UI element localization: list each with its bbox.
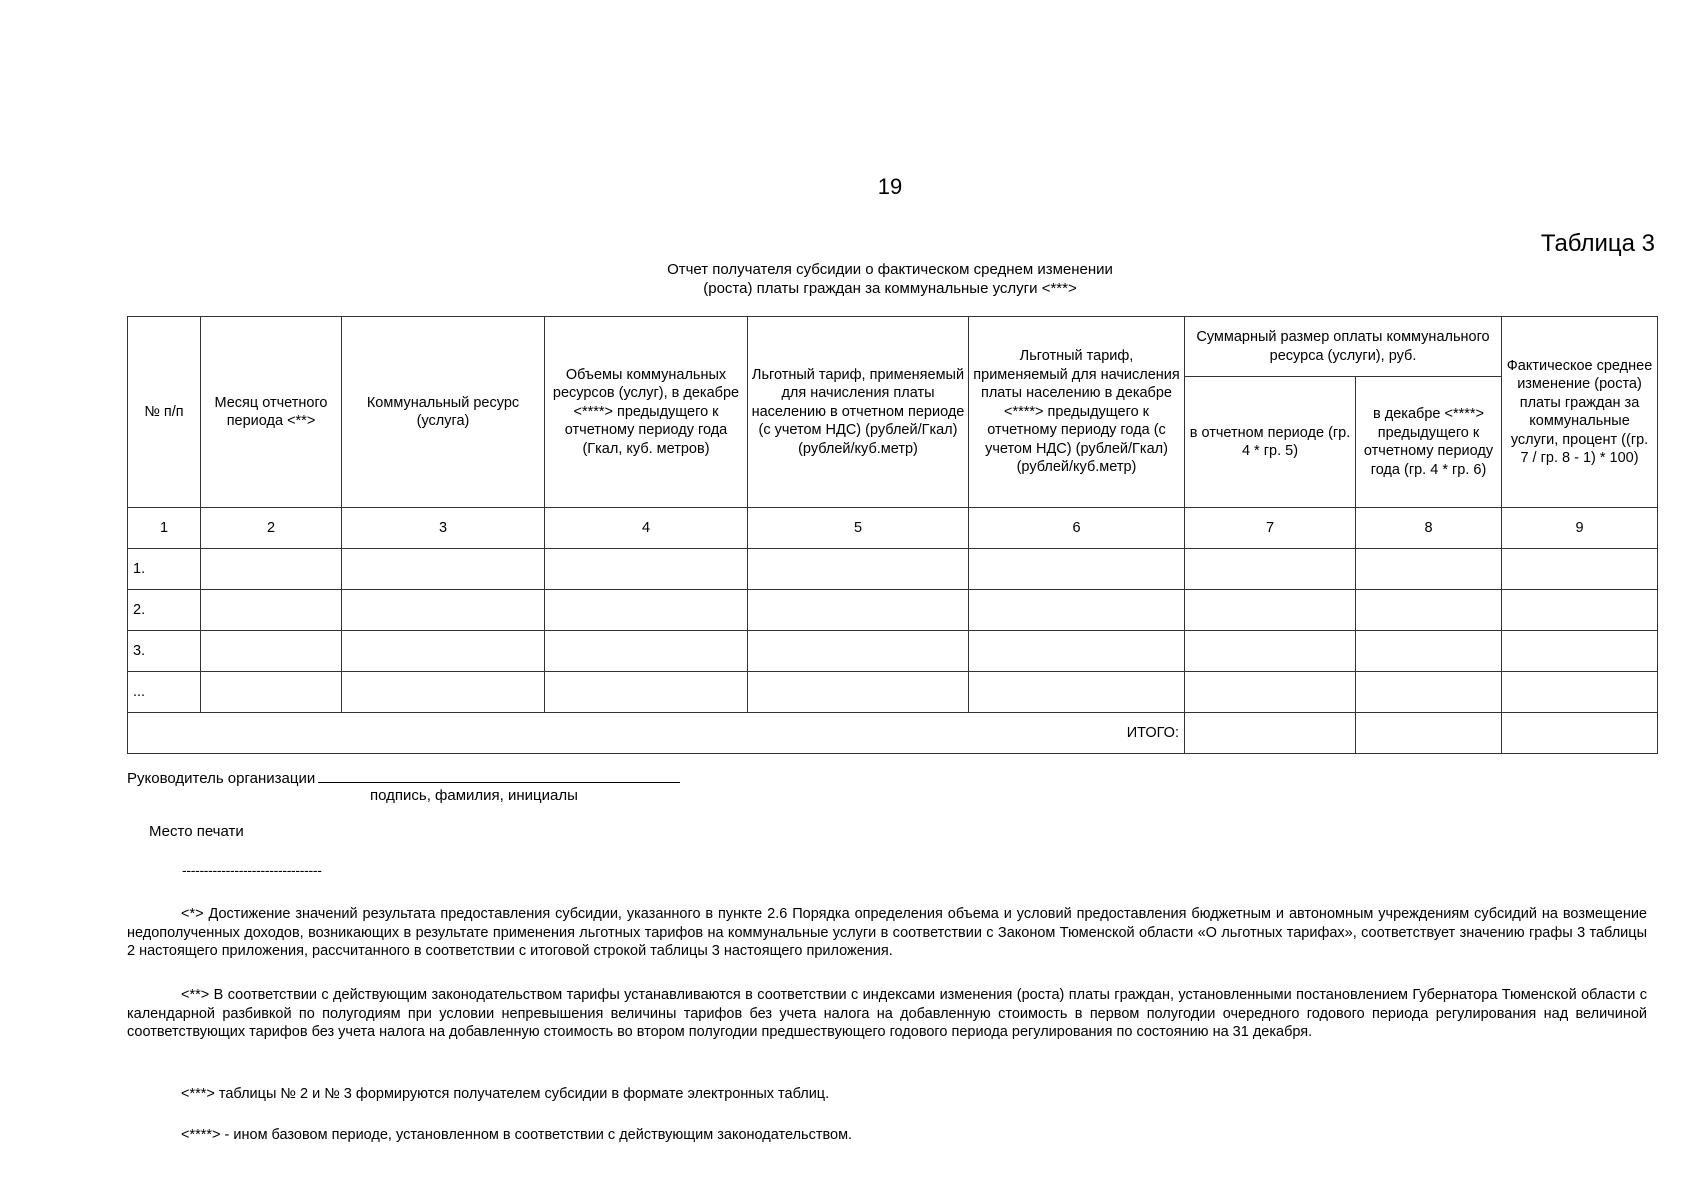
header-col-2: Месяц отчетного периода <**> <box>201 317 342 508</box>
report-table <box>127 316 1658 754</box>
column-number: 1 <box>128 508 201 549</box>
header-group-7-8: Суммарный размер оплаты коммунального ресурса (услуги), руб. <box>1185 317 1502 377</box>
footnote-3: <***> таблицы № 2 и № 3 формируются получателем субсидии в формате электронных таблиц. <box>181 1086 830 1102</box>
table-cell <box>748 631 969 672</box>
header-col-4: Объемы коммунальных ресурсов (услуг), в декабре <****> предыдущего к отчетному периоду года (Гкал, куб. метров) <box>545 317 748 508</box>
column-number: 9 <box>1502 508 1658 549</box>
column-number: 3 <box>342 508 545 549</box>
column-number: 6 <box>969 508 1185 549</box>
total-label: ИТОГО: <box>128 713 1185 754</box>
table-cell <box>545 672 748 713</box>
signature-block <box>127 768 680 787</box>
table-cell <box>969 549 1185 590</box>
table-cell <box>1502 549 1658 590</box>
page-number: 19 <box>877 174 903 199</box>
column-numbers-row <box>128 508 1658 549</box>
table-cell <box>342 672 545 713</box>
header-col-9: Фактическое среднее изменение (роста) платы граждан за коммунальные услуги, процент ((гр. 7 / гр. 8 - 1) * 100) <box>1502 317 1658 508</box>
header-col-1: № п/п <box>128 317 201 508</box>
table-cell <box>1185 672 1356 713</box>
row-number: 2. <box>128 590 201 631</box>
footnote-2: <**> В соответствии с действующим законодательством тарифы устанавливаются в соответствии с индексами изменения (роста) платы граждан, установленными постановлением Губернатора Тюменской области с календарной разбивкой по полугодиям при условии непревышения величины тарифов без учета налога на добавленную стоимость в первом полугодии очередного годового периода регулирования над величиной соответствующих тарифов без учета налога на добавленную стоимость во втором полугодии предшествующего годового периода регулирования по состоянию на 31 декабря. <box>127 987 1647 1040</box>
signature-caption: подпись, фамилия, инициалы <box>370 787 578 804</box>
column-number: 4 <box>545 508 748 549</box>
table-cell <box>1356 549 1502 590</box>
footnote-4: <****> - ином базовом периоде, установленном в соответствии с действующим законодательством. <box>181 1127 853 1143</box>
header-col-8: в декабре <****> предыдущего к отчетному периоду года (гр. 4 * гр. 6) <box>1356 377 1502 508</box>
table-cell <box>1502 713 1658 754</box>
table-cell <box>969 672 1185 713</box>
table-cell <box>748 672 969 713</box>
signature-line <box>318 768 680 783</box>
header-col-7: в отчетном периоде (гр. 4 * гр. 5) <box>1185 377 1356 508</box>
column-number: 7 <box>1185 508 1356 549</box>
table-cell <box>545 631 748 672</box>
footnote-separator: -------------------------------- <box>182 862 322 878</box>
row-number: 1. <box>128 549 201 590</box>
table-cell <box>342 549 545 590</box>
table-cell <box>201 672 342 713</box>
table-cell <box>1185 631 1356 672</box>
header-col-6: Льготный тариф, применяемый для начисления платы населению в декабре <****> предыдущего к отчетному периоду года (с учетом НДС) (рублей/Гкал) (рублей/куб.метр) <box>969 317 1185 508</box>
table-cell <box>969 631 1185 672</box>
table-cell <box>342 590 545 631</box>
report-title-line-2: (роста) платы граждан за коммунальные услуги <***> <box>703 280 1077 297</box>
table-cell <box>201 590 342 631</box>
total-row <box>128 713 1658 754</box>
table-cell <box>969 590 1185 631</box>
table-cell <box>342 631 545 672</box>
stamp-place: Место печати <box>149 823 244 840</box>
column-number: 5 <box>748 508 969 549</box>
header-col-5: Льготный тариф, применяемый для начисления платы населению в отчетном периоде (с учетом НДС) (рублей/Гкал) (рублей/куб.метр) <box>748 317 969 508</box>
signature-label: Руководитель организации <box>127 770 316 787</box>
table-row <box>128 549 1658 590</box>
report-title <box>600 260 1180 298</box>
report-title-line-1: Отчет получателя субсидии о фактическом среднем изменении <box>667 261 1113 278</box>
table-row <box>128 631 1658 672</box>
header-col-3: Коммунальный ресурс (услуга) <box>342 317 545 508</box>
table-cell <box>748 590 969 631</box>
table-cell <box>1356 631 1502 672</box>
table-cell <box>1502 590 1658 631</box>
table-cell <box>1185 549 1356 590</box>
table-row <box>128 672 1658 713</box>
table-cell <box>201 549 342 590</box>
column-number: 8 <box>1356 508 1502 549</box>
header-row-1 <box>128 317 1658 377</box>
table-label: Таблица 3 <box>1540 230 1655 257</box>
table-cell <box>1502 631 1658 672</box>
table-cell <box>1356 672 1502 713</box>
table-cell <box>545 549 748 590</box>
column-number: 2 <box>201 508 342 549</box>
footnote-1: <*> Достижение значений результата предоставления субсидии, указанного в пункте 2.6 Порядка определения объема и условий предоставления бюджетным и автономным учреждениям субсидий на возмещение недополученных доходов, возникающих в результате применения льготных тарифов на коммунальные услуги в соответствии с Законом Тюменской области «О льготных тарифах», соответствует значению графы 3 таблицы 2 настоящего приложения, рассчитанного в соответствии с итоговой строкой таблицы 3 настоящего приложения. <box>127 906 1647 959</box>
row-number: ... <box>128 672 201 713</box>
table-cell <box>545 590 748 631</box>
table-cell <box>1356 590 1502 631</box>
table-cell <box>1356 713 1502 754</box>
table-cell <box>748 549 969 590</box>
table-row <box>128 590 1658 631</box>
table-cell <box>1185 713 1356 754</box>
row-number: 3. <box>128 631 201 672</box>
table-cell <box>201 631 342 672</box>
table-cell <box>1185 590 1356 631</box>
table-cell <box>1502 672 1658 713</box>
